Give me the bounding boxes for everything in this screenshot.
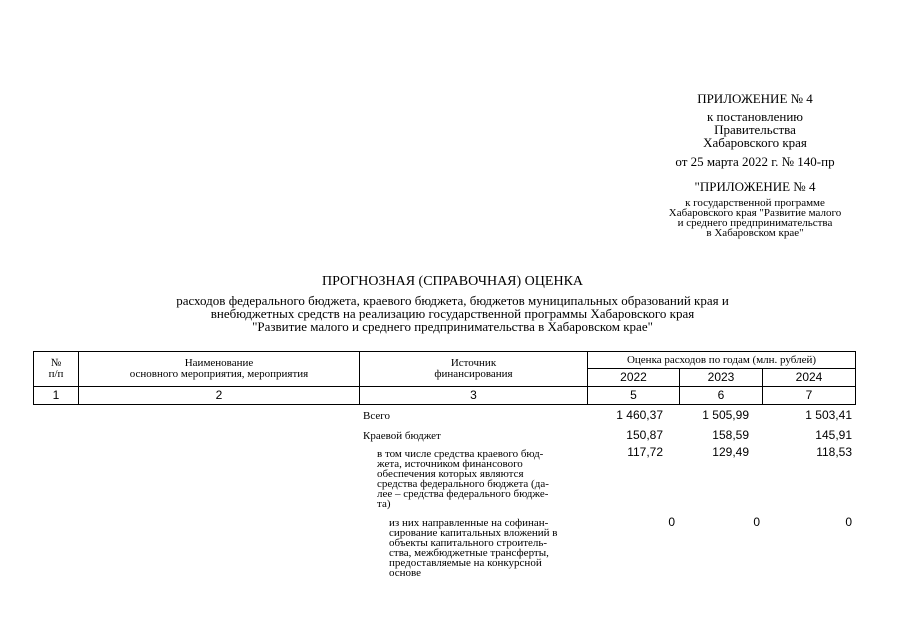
program-annex-line: в Хабаровском крае" — [706, 227, 804, 239]
estimate-table-header — [33, 351, 856, 405]
header-source-line: финансирования — [434, 368, 513, 380]
approval-line: к постановлению — [706, 109, 804, 124]
column-number: 6 — [680, 387, 763, 405]
row-label-capital-investment — [389, 518, 594, 578]
row-value: 1 460,37 — [616, 408, 663, 422]
row-value: 0 — [845, 515, 852, 529]
row-value: 1 503,41 — [805, 408, 852, 422]
header-year: 2023 — [680, 369, 763, 387]
header-source — [360, 352, 588, 387]
row-label-federal-share — [377, 449, 592, 509]
header-name — [79, 352, 360, 387]
header-number — [34, 352, 79, 387]
row-label-line: жета, источником финансового — [377, 458, 523, 470]
row-label-line: сирование капитальных вложений в — [389, 527, 558, 539]
row-label-line: средства федерального бюджета (да- — [377, 478, 549, 490]
header-name-line: основного мероприятия, мероприятия — [129, 368, 309, 380]
row-value: 145,91 — [815, 428, 852, 442]
row-label-total: Всего — [363, 410, 390, 422]
row-label-line: та) — [377, 498, 391, 510]
header-name-line: Наименование — [184, 357, 254, 369]
approval-line: Правительства — [714, 122, 796, 137]
program-annex-title: "ПРИЛОЖЕНИЕ № 4 — [694, 179, 816, 194]
row-value: 0 — [668, 515, 675, 529]
header-year: 2024 — [763, 369, 856, 387]
row-label-line: лее – средства федерального бюдже- — [377, 488, 549, 500]
row-label-line: объекты капитального строитель- — [389, 537, 548, 549]
document-subtitle-line: "Развитие малого и среднего предпринимательства в Хабаровском крае" — [252, 319, 653, 334]
column-number: 2 — [79, 387, 360, 405]
approval-line: Хабаровского края — [703, 135, 807, 150]
row-label-line: ства, межбюджетные трансферты, — [389, 547, 549, 559]
column-number: 7 — [763, 387, 856, 405]
row-value: 0 — [753, 515, 760, 529]
document-subtitle-line: расходов федерального бюджета, краевого бюджета, бюджетов муниципальных образований края и — [176, 293, 729, 308]
program-annex-line: к государственной программе — [685, 197, 825, 209]
row-value: 118,53 — [816, 445, 852, 459]
program-annex-line: Хабаровского края "Развитие малого — [668, 207, 842, 219]
document-title: ПРОГНОЗНАЯ (СПРАВОЧНАЯ) ОЦЕНКА — [321, 274, 584, 289]
row-value: 117,72 — [627, 445, 663, 459]
document-subtitle-line: внебюджетных средств на реализацию государственной программы Хабаровского края — [210, 306, 695, 321]
row-value: 150,87 — [626, 428, 663, 442]
header-number-line: п/п — [48, 368, 64, 380]
column-number: 5 — [588, 387, 680, 405]
row-value: 1 505,99 — [702, 408, 749, 422]
row-value: 129,49 — [712, 445, 749, 459]
column-number: 3 — [360, 387, 588, 405]
row-label-line: предоставляемые на конкурсной — [389, 557, 542, 569]
header-number-line: № — [50, 357, 62, 369]
row-label-line: в том числе средства краевого бюд- — [377, 448, 544, 460]
row-label-regional-budget: Краевой бюджет — [363, 430, 441, 442]
approval-date: от 25 марта 2022 г. № 140-пр — [675, 154, 835, 169]
header-source-line: Источник — [450, 357, 497, 369]
row-label-line: основе — [389, 567, 422, 579]
approval-title: ПРИЛОЖЕНИЕ № 4 — [697, 91, 813, 106]
row-label-line: обеспечения которых являются — [377, 468, 524, 480]
column-number: 1 — [34, 387, 79, 405]
row-value: 158,59 — [712, 428, 749, 442]
program-annex-line: и среднего предпринимательства — [677, 217, 833, 229]
row-label-line: из них направленные на софинан- — [389, 517, 549, 529]
header-estimate: Оценка расходов по годам (млн. рублей) — [588, 352, 856, 369]
header-year: 2022 — [588, 369, 680, 387]
